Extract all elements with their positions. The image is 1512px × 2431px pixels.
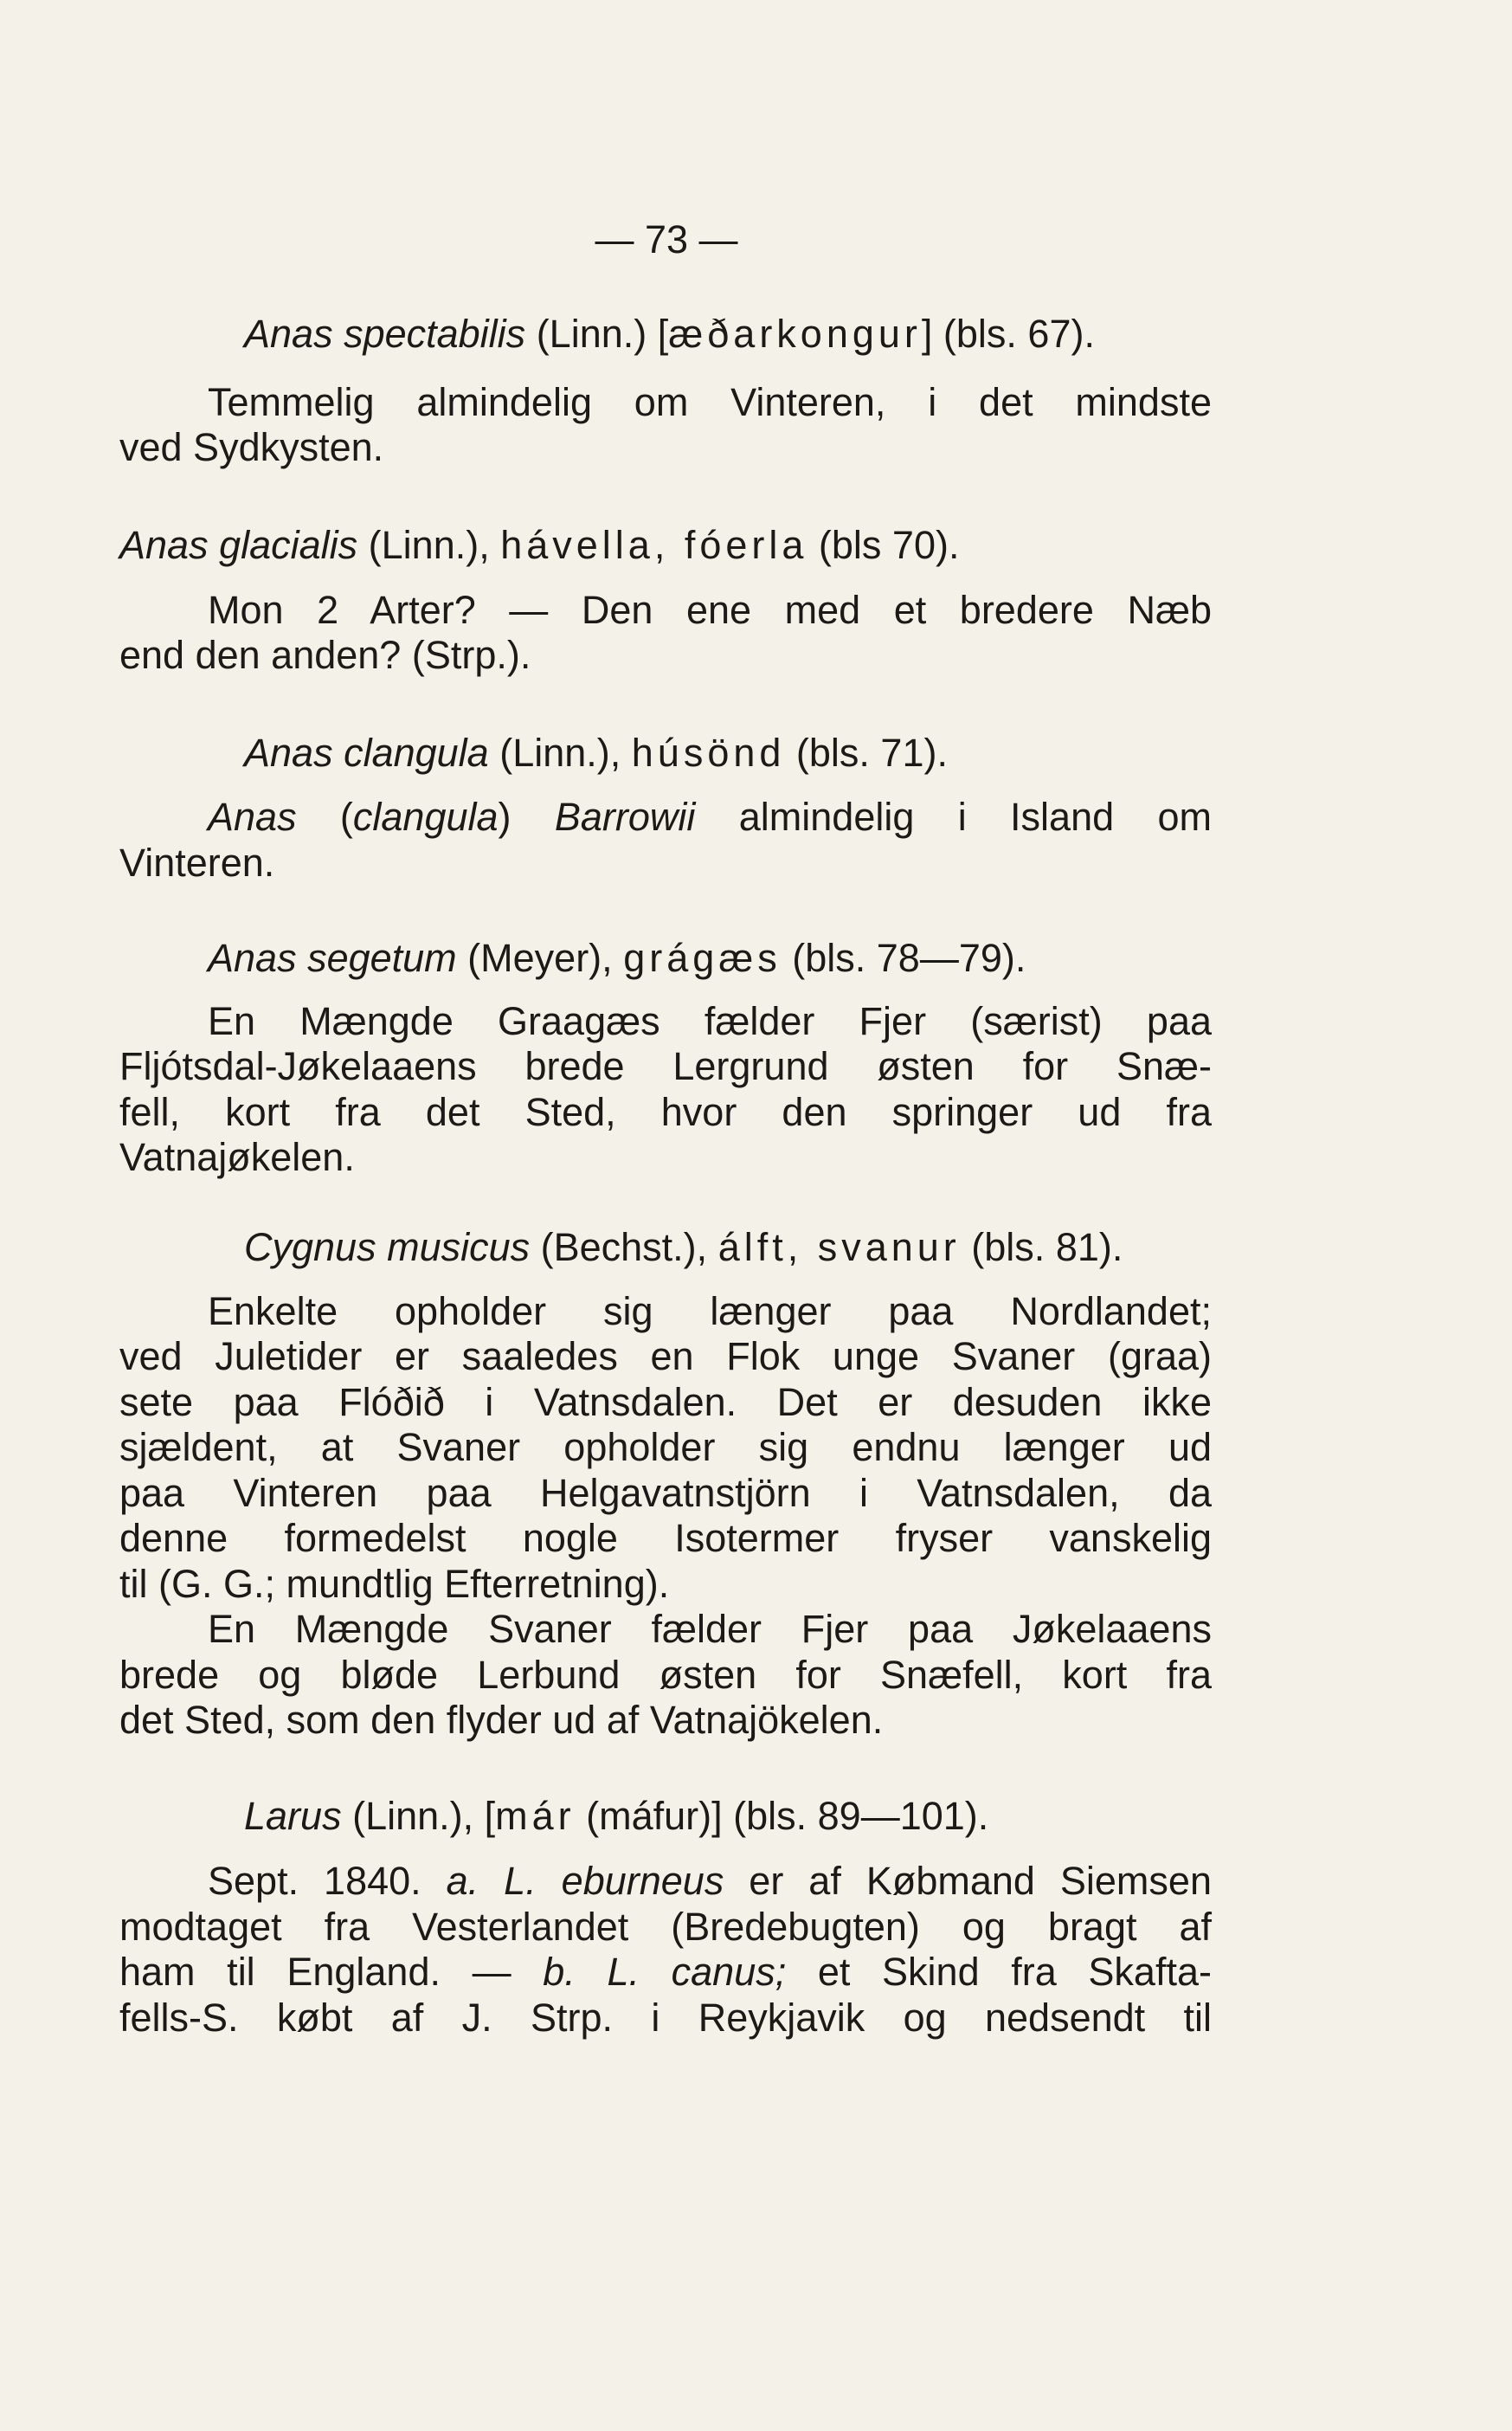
text-line — [119, 1558, 1212, 1610]
text-run: (Linn.), [ — [341, 1794, 496, 1838]
text-run: Vinteren. — [119, 841, 275, 885]
icelandic-name: grágæs — [623, 936, 782, 980]
text-line — [119, 1087, 1212, 1138]
text-line — [119, 1422, 1212, 1473]
text-line — [119, 1467, 1212, 1519]
latin-name: Anas — [208, 795, 297, 839]
latin-name: Larus — [244, 1794, 342, 1838]
latin-name: clangula — [352, 795, 499, 839]
text-line — [119, 1132, 1212, 1183]
text-line — [244, 1790, 1212, 1842]
text-line — [208, 377, 1212, 429]
text-run: til (G. G.; mundtlig Efterretning). — [119, 1562, 670, 1606]
text-run: Temmelig almindelig om Vinteren, i det mindste — [208, 380, 1212, 424]
text-line — [119, 1649, 1212, 1701]
text-run: et Skind fra Skafta- — [786, 1950, 1212, 1994]
text-line — [119, 1946, 1212, 1998]
text-line — [119, 1041, 1212, 1093]
text-run: ) — [498, 795, 555, 839]
latin-name: Barrowii — [554, 795, 696, 839]
text-run: ved Juletider er saaledes en Flok unge Svaner (graa) — [119, 1334, 1212, 1378]
text-run: (Bechst.), — [530, 1225, 718, 1269]
text-run: det Sted, som den flyder ud af Vatnajökelen. — [119, 1698, 884, 1742]
text-run: sete paa Flóðið i Vatnsdalen. Det er desuden ikke — [119, 1380, 1212, 1424]
latin-name: Cygnus musicus — [244, 1225, 531, 1269]
text-run: ham til England. — — [119, 1950, 544, 1994]
latin-name: a. L. eburneus — [446, 1859, 724, 1903]
icelandic-name: már — [495, 1794, 576, 1838]
text-line — [244, 1222, 1212, 1274]
text-line — [119, 422, 1212, 474]
text-run: Enkelte opholder sig længer paa Nordlandet; — [208, 1289, 1212, 1333]
text-run: (bls 70). — [807, 523, 960, 567]
text-run: Mon 2 Arter? — Den ene med et bredere Næb — [208, 588, 1212, 632]
text-run: ved Sydkysten. — [119, 425, 384, 469]
text-line — [119, 629, 1212, 681]
text-run: (Meyer), — [456, 936, 624, 980]
text-run: (Linn.), — [357, 523, 501, 567]
text-run: En Mængde Svaner fælder Fjer paa Jøkelaaens — [208, 1607, 1212, 1651]
icelandic-name: húsönd — [631, 731, 786, 775]
text-run: En Mængde Graagæs fælder Fjer (særist) paa — [208, 999, 1212, 1043]
text-line — [119, 1512, 1212, 1564]
text-run: Sept. 1840. — [208, 1859, 447, 1903]
latin-name: Anas glacialis — [119, 523, 358, 567]
text-run: ( — [296, 795, 353, 839]
text-run: (Linn.) [ — [525, 312, 669, 356]
text-run: Vatnajøkelen. — [119, 1135, 355, 1179]
text-run: brede og bløde Lerbund østen for Snæfell, kort fra — [119, 1653, 1212, 1697]
text-run: Fljótsdal-Jøkelaaens brede Lergrund østen for Snæ- — [119, 1044, 1212, 1088]
text-line — [119, 1694, 1212, 1746]
text-run: er af Købmand Siemsen — [724, 1859, 1212, 1903]
text-line — [208, 932, 1212, 984]
latin-name: Anas spectabilis — [244, 312, 526, 356]
text-run: end den anden? (Strp.). — [119, 633, 531, 677]
text-line — [208, 1855, 1212, 1907]
text-run: denne formedelst nogle Isotermer fryser vanskelig — [119, 1516, 1212, 1560]
latin-name: b. L. canus; — [543, 1950, 787, 1994]
text-line — [208, 584, 1212, 636]
text-line — [119, 519, 1212, 571]
text-run: fell, kort fra det Sted, hvor den springer ud fra — [119, 1090, 1212, 1134]
text-run: paa Vinteren paa Helgavatnstjörn i Vatnsdalen, da — [119, 1471, 1212, 1515]
text-line — [119, 1901, 1212, 1953]
text-line — [208, 1286, 1212, 1338]
text-line — [208, 791, 1212, 843]
text-run: (máfur)] (bls. 89—101). — [575, 1794, 989, 1838]
text-run: ] (bls. 67). — [921, 312, 1095, 356]
icelandic-name: álft, svanur — [717, 1225, 961, 1269]
text-run: almindelig i Island om — [695, 795, 1212, 839]
text-run: fells-S. købt af J. Strp. i Reykjavik og nedsendt til — [119, 1996, 1212, 2040]
text-run: (bls. 71). — [785, 731, 948, 775]
text-line — [244, 308, 1212, 360]
latin-name: Anas segetum — [208, 936, 457, 980]
page-number: — 73 — — [595, 217, 738, 261]
text-line — [119, 837, 1212, 889]
text-run: sjældent, at Svaner opholder sig endnu længer ud — [119, 1425, 1212, 1469]
icelandic-name: hávella, fóerla — [500, 523, 808, 567]
text-run: (bls. 81). — [960, 1225, 1123, 1269]
text-line — [208, 1603, 1212, 1655]
text-run: (bls. 78—79). — [781, 936, 1026, 980]
icelandic-name: æðarkongur — [668, 312, 922, 356]
text-line — [119, 1992, 1212, 2044]
text-line — [208, 996, 1212, 1048]
text-line — [244, 727, 1212, 779]
text-line — [119, 1331, 1212, 1383]
latin-name: Anas clangula — [244, 731, 489, 775]
text-run: (Linn.), — [488, 731, 632, 775]
text-line — [119, 1377, 1212, 1428]
text-run: modtaget fra Vesterlandet (Bredebugten) og bragt af — [119, 1905, 1212, 1949]
